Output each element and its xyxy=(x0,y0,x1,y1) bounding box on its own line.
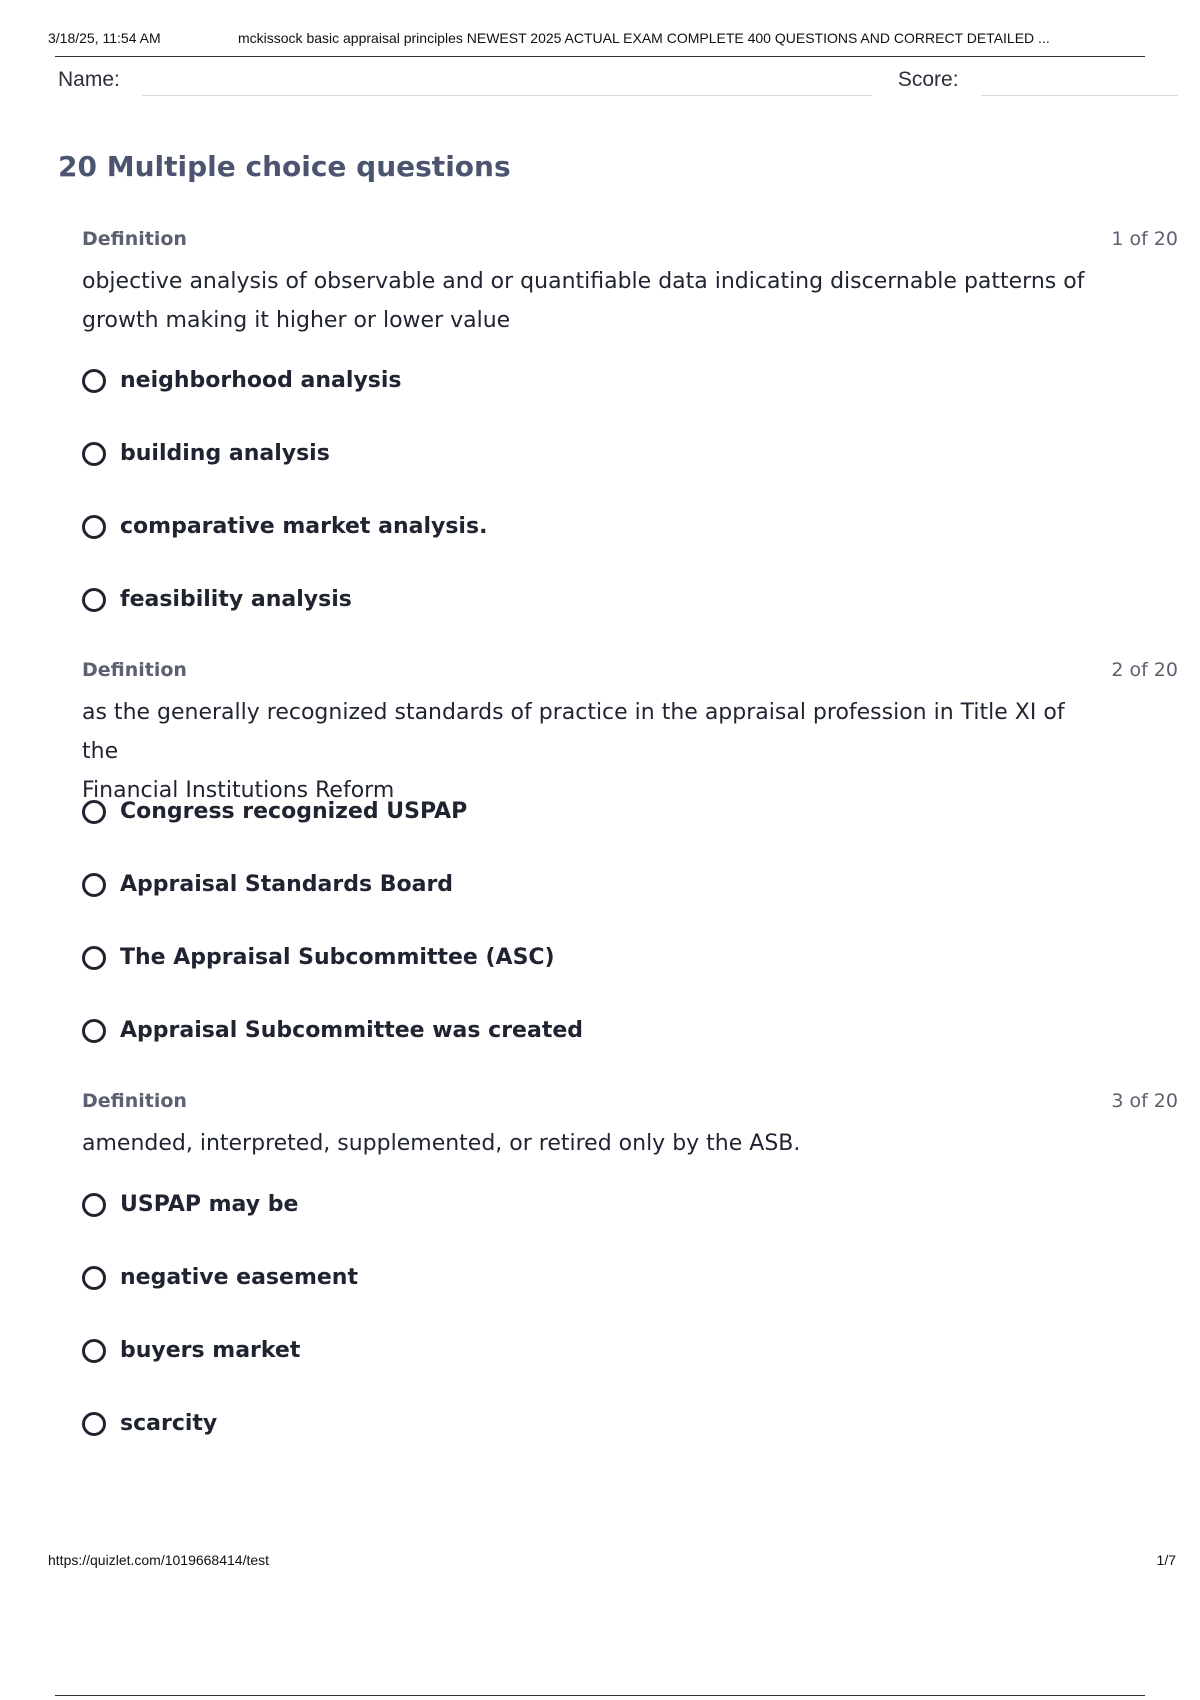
question-counter: 1 of 20 xyxy=(1111,228,1178,250)
header-divider xyxy=(55,56,1145,57)
radio-button-icon[interactable] xyxy=(82,588,106,612)
name-label: Name: xyxy=(58,68,120,91)
radio-button-icon[interactable] xyxy=(82,1339,106,1363)
radio-button-icon[interactable] xyxy=(82,442,106,466)
answer-option[interactable] xyxy=(82,1018,583,1043)
answer-label: Congress recognized USPAP xyxy=(120,799,468,824)
answer-label: Appraisal Standards Board xyxy=(120,872,454,897)
radio-button-icon[interactable] xyxy=(82,873,106,897)
radio-button-icon[interactable] xyxy=(82,1266,106,1290)
answer-label: buyers market xyxy=(120,1338,301,1363)
answer-label: neighborhood analysis xyxy=(120,368,402,393)
document-title: mckissock basic appraisal principles NEWEST 2025 ACTUAL EXAM COMPLETE 400 QUESTIONS AND CORRECT DETAILED ... xyxy=(238,30,1050,46)
answer-label: Appraisal Subcommittee was created xyxy=(120,1018,583,1043)
prompt-line: Financial Institutions Reform xyxy=(82,778,395,803)
name-score-row xyxy=(58,64,1178,98)
answer-option[interactable] xyxy=(82,945,555,970)
answer-option[interactable] xyxy=(82,514,487,539)
question-prompt xyxy=(82,1124,1102,1163)
prompt-line: as the generally recognized standards of practice in the appraisal profession in Title XI of the xyxy=(82,700,1065,764)
question-3 xyxy=(82,1090,1178,1436)
radio-button-icon[interactable] xyxy=(82,1193,106,1217)
question-prompt xyxy=(82,693,1102,810)
radio-button-icon[interactable] xyxy=(82,1412,106,1436)
page-number: 1/7 xyxy=(1156,1552,1176,1568)
prompt-line: objective analysis of observable and or quantifiable data indicating discernable patterns of xyxy=(82,269,1085,294)
page-url: https://quizlet.com/1019668414/test xyxy=(48,1552,270,1568)
answer-option[interactable] xyxy=(82,1411,217,1436)
answer-label: scarcity xyxy=(120,1411,218,1436)
print-footer xyxy=(48,1552,1176,1568)
name-field[interactable] xyxy=(142,95,872,96)
score-field[interactable] xyxy=(981,95,1178,96)
radio-button-icon[interactable] xyxy=(82,946,106,970)
prompt-line: amended, interpreted, supplemented, or retired only by the ASB. xyxy=(82,1131,801,1156)
radio-button-icon[interactable] xyxy=(82,515,106,539)
print-datetime: 3/18/25, 11:54 AM xyxy=(48,30,161,46)
radio-button-icon[interactable] xyxy=(82,800,106,824)
answer-label: comparative market analysis. xyxy=(120,514,488,539)
print-header xyxy=(48,30,1152,46)
question-kind: Definition xyxy=(82,228,187,250)
answer-label: feasibility analysis xyxy=(120,587,352,612)
radio-button-icon[interactable] xyxy=(82,369,106,393)
answer-option[interactable] xyxy=(82,1265,358,1290)
answer-option[interactable] xyxy=(82,799,467,824)
question-kind: Definition xyxy=(82,659,187,681)
prompt-line: growth making it higher or lower value xyxy=(82,308,511,333)
bottom-divider xyxy=(55,1695,1145,1696)
answer-label: The Appraisal Subcommittee (ASC) xyxy=(120,945,555,970)
answer-option[interactable] xyxy=(82,872,453,897)
answer-option[interactable] xyxy=(82,1338,300,1363)
answer-option[interactable] xyxy=(82,368,402,393)
radio-button-icon[interactable] xyxy=(82,1019,106,1043)
question-2 xyxy=(82,659,1178,1043)
answer-label: USPAP may be xyxy=(120,1192,299,1217)
question-prompt xyxy=(82,262,1102,340)
section-title: 20 Multiple choice questions xyxy=(58,150,511,183)
answer-option[interactable] xyxy=(82,441,330,466)
answer-label: building analysis xyxy=(120,441,330,466)
question-kind: Definition xyxy=(82,1090,187,1112)
answer-label: negative easement xyxy=(120,1265,358,1290)
question-1 xyxy=(82,228,1178,612)
answer-option[interactable] xyxy=(82,587,352,612)
answer-option[interactable] xyxy=(82,1192,298,1217)
question-counter: 2 of 20 xyxy=(1111,659,1178,681)
score-label: Score: xyxy=(897,68,959,91)
question-counter: 3 of 20 xyxy=(1111,1090,1178,1112)
